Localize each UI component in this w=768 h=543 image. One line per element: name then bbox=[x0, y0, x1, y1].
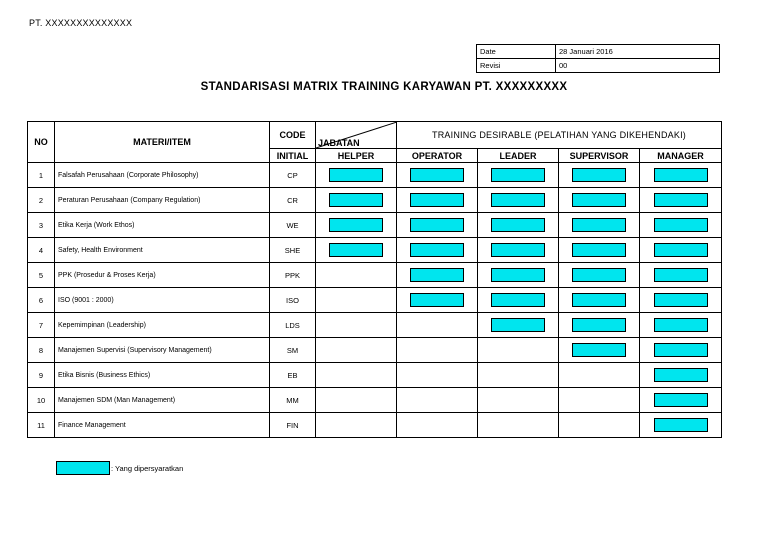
required-marker bbox=[410, 293, 464, 307]
materi-item: PPK (Prosedur & Proses Kerja) bbox=[55, 263, 270, 288]
requirement-cell-operator bbox=[397, 313, 478, 338]
table-row bbox=[28, 363, 722, 388]
materi-item: Falsafah Perusahaan (Corporate Philosophy) bbox=[55, 163, 270, 188]
materi-item: Etika Bisnis (Business Ethics) bbox=[55, 363, 270, 388]
requirement-cell-supervisor bbox=[559, 188, 640, 213]
requirement-cell-operator bbox=[397, 263, 478, 288]
requirement-cell-operator bbox=[397, 238, 478, 263]
row-number: 1 bbox=[28, 163, 55, 188]
required-marker bbox=[491, 318, 545, 332]
requirement-cell-supervisor bbox=[559, 213, 640, 238]
code-initial: MM bbox=[270, 388, 316, 413]
requirement-cell-supervisor bbox=[559, 238, 640, 263]
requirement-cell-operator bbox=[397, 188, 478, 213]
header-supervisor: SUPERVISOR bbox=[559, 149, 640, 163]
code-initial: LDS bbox=[270, 313, 316, 338]
code-initial: PPK bbox=[270, 263, 316, 288]
row-number: 3 bbox=[28, 213, 55, 238]
header-jabatan: JABATAN bbox=[318, 138, 360, 148]
required-marker bbox=[654, 193, 708, 207]
materi-item: Finance Management bbox=[55, 413, 270, 438]
row-number: 5 bbox=[28, 263, 55, 288]
requirement-cell-operator bbox=[397, 363, 478, 388]
code-initial: FIN bbox=[270, 413, 316, 438]
requirement-cell-manager bbox=[640, 388, 722, 413]
meta-row-revisi bbox=[477, 59, 720, 73]
requirement-cell-manager bbox=[640, 238, 722, 263]
meta-date-value: 28 Januari 2016 bbox=[556, 45, 720, 59]
requirement-cell-leader bbox=[478, 263, 559, 288]
requirement-cell-helper bbox=[316, 288, 397, 313]
required-marker bbox=[572, 168, 626, 182]
requirement-cell-operator bbox=[397, 413, 478, 438]
requirement-cell-helper bbox=[316, 238, 397, 263]
requirement-cell-supervisor bbox=[559, 363, 640, 388]
matrix-body bbox=[28, 163, 722, 438]
table-row bbox=[28, 413, 722, 438]
row-number: 6 bbox=[28, 288, 55, 313]
requirement-cell-operator bbox=[397, 288, 478, 313]
materi-item: Etika Kerja (Work Ethos) bbox=[55, 213, 270, 238]
header-no: NO bbox=[28, 122, 55, 163]
required-marker bbox=[491, 193, 545, 207]
materi-item: Manajemen Supervisi (Supervisory Management) bbox=[55, 338, 270, 363]
row-number: 2 bbox=[28, 188, 55, 213]
requirement-cell-helper bbox=[316, 313, 397, 338]
materi-item: Manajemen SDM (Man Management) bbox=[55, 388, 270, 413]
required-marker bbox=[654, 418, 708, 432]
required-marker bbox=[329, 193, 383, 207]
table-row bbox=[28, 338, 722, 363]
meta-row-date bbox=[477, 45, 720, 59]
required-marker bbox=[654, 343, 708, 357]
row-number: 7 bbox=[28, 313, 55, 338]
code-initial: ISO bbox=[270, 288, 316, 313]
requirement-cell-leader bbox=[478, 313, 559, 338]
table-row bbox=[28, 188, 722, 213]
required-marker bbox=[410, 193, 464, 207]
requirement-cell-manager bbox=[640, 313, 722, 338]
table-row bbox=[28, 213, 722, 238]
materi-item: ISO (9001 : 2000) bbox=[55, 288, 270, 313]
code-initial: EB bbox=[270, 363, 316, 388]
row-number: 8 bbox=[28, 338, 55, 363]
materi-item: Kepemimpinan (Leadership) bbox=[55, 313, 270, 338]
requirement-cell-helper bbox=[316, 388, 397, 413]
document-meta-table bbox=[476, 44, 720, 73]
row-number: 4 bbox=[28, 238, 55, 263]
header-materi: MATERI/ITEM bbox=[55, 122, 270, 163]
header-operator: OPERATOR bbox=[397, 149, 478, 163]
row-number: 11 bbox=[28, 413, 55, 438]
requirement-cell-supervisor bbox=[559, 413, 640, 438]
requirement-cell-manager bbox=[640, 263, 722, 288]
row-number: 9 bbox=[28, 363, 55, 388]
legend-label: : Yang dipersyaratkan bbox=[111, 463, 184, 473]
requirement-cell-operator bbox=[397, 163, 478, 188]
header-helper: HELPER bbox=[316, 149, 397, 163]
materi-item: Safety, Health Environment bbox=[55, 238, 270, 263]
code-initial: SM bbox=[270, 338, 316, 363]
company-name: PT. XXXXXXXXXXXXXX bbox=[29, 18, 133, 28]
required-marker bbox=[572, 343, 626, 357]
requirement-cell-leader bbox=[478, 288, 559, 313]
table-row bbox=[28, 313, 722, 338]
header-training-desirable: TRAINING DESIRABLE (PELATIHAN YANG DIKEHENDAKI) bbox=[397, 122, 722, 149]
requirement-cell-leader bbox=[478, 163, 559, 188]
required-marker bbox=[329, 218, 383, 232]
requirement-cell-supervisor bbox=[559, 313, 640, 338]
requirement-cell-manager bbox=[640, 288, 722, 313]
requirement-cell-manager bbox=[640, 363, 722, 388]
header-manager: MANAGER bbox=[640, 149, 722, 163]
requirement-cell-leader bbox=[478, 388, 559, 413]
requirement-cell-helper bbox=[316, 213, 397, 238]
required-marker bbox=[572, 193, 626, 207]
required-marker bbox=[654, 318, 708, 332]
required-marker bbox=[410, 268, 464, 282]
requirement-cell-operator bbox=[397, 338, 478, 363]
requirement-cell-supervisor bbox=[559, 163, 640, 188]
required-marker bbox=[491, 218, 545, 232]
materi-item: Peraturan Perusahaan (Company Regulation) bbox=[55, 188, 270, 213]
requirement-cell-helper bbox=[316, 163, 397, 188]
required-marker bbox=[572, 268, 626, 282]
requirement-cell-manager bbox=[640, 338, 722, 363]
training-matrix-table bbox=[27, 121, 722, 438]
table-row bbox=[28, 238, 722, 263]
requirement-cell-supervisor bbox=[559, 388, 640, 413]
requirement-cell-operator bbox=[397, 388, 478, 413]
required-marker bbox=[491, 293, 545, 307]
requirement-cell-manager bbox=[640, 163, 722, 188]
header-row-1 bbox=[28, 122, 722, 149]
meta-date-label: Date bbox=[477, 45, 556, 59]
requirement-cell-supervisor bbox=[559, 288, 640, 313]
header-jabatan-cell bbox=[316, 122, 397, 149]
required-marker bbox=[329, 243, 383, 257]
required-marker bbox=[572, 318, 626, 332]
code-initial: CP bbox=[270, 163, 316, 188]
required-marker bbox=[572, 243, 626, 257]
required-marker bbox=[491, 168, 545, 182]
required-marker bbox=[654, 243, 708, 257]
required-marker bbox=[654, 168, 708, 182]
table-row bbox=[28, 263, 722, 288]
required-marker bbox=[654, 393, 708, 407]
requirement-cell-helper bbox=[316, 413, 397, 438]
requirement-cell-leader bbox=[478, 363, 559, 388]
legend-swatch bbox=[56, 461, 110, 475]
meta-revisi-value: 00 bbox=[556, 59, 720, 73]
requirement-cell-supervisor bbox=[559, 338, 640, 363]
requirement-cell-helper bbox=[316, 338, 397, 363]
required-marker bbox=[572, 218, 626, 232]
requirement-cell-manager bbox=[640, 188, 722, 213]
requirement-cell-helper bbox=[316, 188, 397, 213]
requirement-cell-leader bbox=[478, 238, 559, 263]
requirement-cell-manager bbox=[640, 213, 722, 238]
row-number: 10 bbox=[28, 388, 55, 413]
required-marker bbox=[572, 293, 626, 307]
required-marker bbox=[491, 243, 545, 257]
requirement-cell-manager bbox=[640, 413, 722, 438]
requirement-cell-leader bbox=[478, 188, 559, 213]
required-marker bbox=[410, 218, 464, 232]
required-marker bbox=[654, 268, 708, 282]
requirement-cell-leader bbox=[478, 213, 559, 238]
required-marker bbox=[654, 218, 708, 232]
required-marker bbox=[329, 168, 383, 182]
header-code: CODE bbox=[270, 122, 316, 149]
header-leader: LEADER bbox=[478, 149, 559, 163]
page-title: STANDARISASI MATRIX TRAINING KARYAWAN PT. XXXXXXXXX bbox=[200, 81, 568, 93]
requirement-cell-leader bbox=[478, 413, 559, 438]
required-marker bbox=[410, 168, 464, 182]
required-marker bbox=[654, 368, 708, 382]
requirement-cell-supervisor bbox=[559, 263, 640, 288]
code-initial: CR bbox=[270, 188, 316, 213]
required-marker bbox=[491, 268, 545, 282]
header-initial: INITIAL bbox=[270, 149, 316, 163]
table-row bbox=[28, 388, 722, 413]
requirement-cell-helper bbox=[316, 263, 397, 288]
code-initial: SHE bbox=[270, 238, 316, 263]
table-row bbox=[28, 288, 722, 313]
table-row bbox=[28, 163, 722, 188]
code-initial: WE bbox=[270, 213, 316, 238]
required-marker bbox=[654, 293, 708, 307]
required-marker bbox=[410, 243, 464, 257]
requirement-cell-leader bbox=[478, 338, 559, 363]
meta-revisi-label: Revisi bbox=[477, 59, 556, 73]
legend bbox=[56, 461, 183, 475]
requirement-cell-helper bbox=[316, 363, 397, 388]
requirement-cell-operator bbox=[397, 213, 478, 238]
